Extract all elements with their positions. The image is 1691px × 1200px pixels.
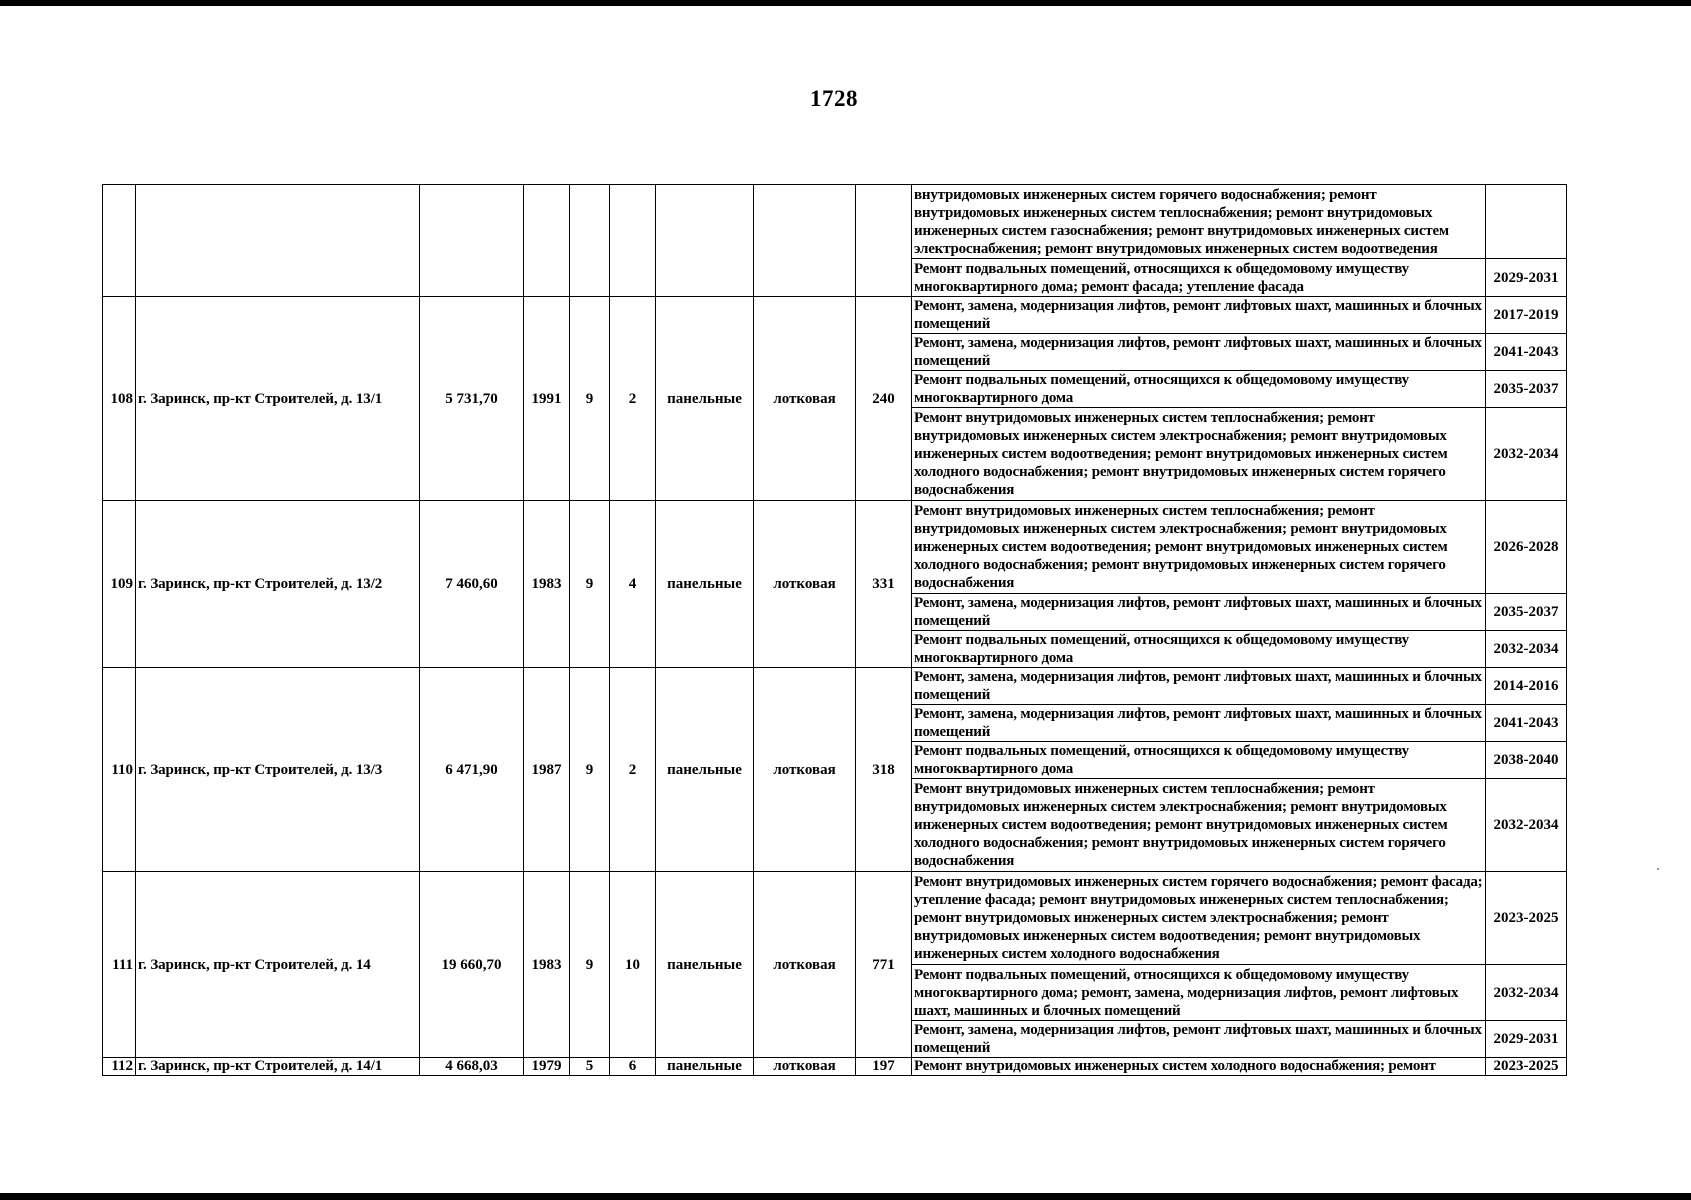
table-row <box>103 668 1567 705</box>
build-year: 1983 <box>524 872 570 1058</box>
roof-type: лотковая <box>754 1058 856 1076</box>
work-period: 2032-2034 <box>1486 631 1567 668</box>
table-row <box>103 872 1567 965</box>
building-address: г. Заринск, пр-кт Строителей, д. 13/2 <box>136 501 420 668</box>
build-year: 1983 <box>524 501 570 668</box>
continuation-address-cell <box>136 185 420 297</box>
wall-material: панельные <box>656 501 754 668</box>
work-description: Ремонт подвальных помещений, относящихся к общедомовому имуществу многоквартирного дома <box>912 631 1486 668</box>
row-number: 110 <box>103 668 136 872</box>
work-description: Ремонт внутридомовых инженерных систем теплоснабжения; ремонт внутридомовых инженерных систем электроснабжения; ремонт внутридомовых инженерных систем водоотведения; ремонт внутридомовых инженерных систем холодного водоснабжения; ремонт внутридомовых инженерных систем горячего водоснабжения <box>912 501 1486 594</box>
bottom-scan-border <box>0 1193 1691 1200</box>
continuation-walls-cell <box>656 185 754 297</box>
work-period: 2026-2028 <box>1486 501 1567 594</box>
roof-type: лотковая <box>754 668 856 872</box>
table-row <box>103 1058 1567 1076</box>
continuation-num-cell <box>103 185 136 297</box>
work-period: 2032-2034 <box>1486 408 1567 501</box>
wall-material: панельные <box>656 297 754 501</box>
work-description: Ремонт, замена, модернизация лифтов, ремонт лифтовых шахт, машинных и блочных помещений <box>912 1021 1486 1058</box>
building-address: г. Заринск, пр-кт Строителей, д. 14/1 <box>136 1058 420 1076</box>
build-year: 1979 <box>524 1058 570 1076</box>
work-period: 2032-2034 <box>1486 965 1567 1021</box>
residents-count: 240 <box>856 297 912 501</box>
continuation-entrances-cell <box>610 185 656 297</box>
page-number: 1728 <box>810 86 858 111</box>
work-period: 2038-2040 <box>1486 742 1567 779</box>
total-area: 19 660,70 <box>420 872 524 1058</box>
residents-count: 318 <box>856 668 912 872</box>
work-period: 2032-2034 <box>1486 779 1567 872</box>
work-description: Ремонт подвальных помещений, относящихся к общедомовому имуществу многоквартирного дома; ремонт, замена, модернизация лифтов, ремонт лифтовых шахт, машинных и блочных помещений <box>912 965 1486 1021</box>
work-description: Ремонт подвальных помещений, относящихся к общедомовому имуществу многоквартирного дома <box>912 371 1486 408</box>
work-period: 2041-2043 <box>1486 334 1567 371</box>
work-period <box>1486 185 1567 259</box>
total-area: 4 668,03 <box>420 1058 524 1076</box>
wall-material: панельные <box>656 872 754 1058</box>
work-period: 2029-2031 <box>1486 259 1567 297</box>
total-area: 7 460,60 <box>420 501 524 668</box>
roof-type: лотковая <box>754 872 856 1058</box>
entrances-count: 2 <box>610 297 656 501</box>
roof-type: лотковая <box>754 501 856 668</box>
roof-type: лотковая <box>754 297 856 501</box>
floors-count: 9 <box>570 501 610 668</box>
work-period: 2041-2043 <box>1486 705 1567 742</box>
work-period: 2023-2025 <box>1486 1058 1567 1076</box>
wall-material: панельные <box>656 668 754 872</box>
work-description: Ремонт внутридомовых инженерных систем холодного водоснабжения; ремонт <box>912 1058 1486 1076</box>
residents-count: 197 <box>856 1058 912 1076</box>
work-period: 2035-2037 <box>1486 594 1567 631</box>
work-description: Ремонт, замена, модернизация лифтов, ремонт лифтовых шахт, машинных и блочных помещений <box>912 594 1486 631</box>
floors-count: 9 <box>570 872 610 1058</box>
work-period: 2035-2037 <box>1486 371 1567 408</box>
continuation-roof-cell <box>754 185 856 297</box>
residents-count: 771 <box>856 872 912 1058</box>
work-description: Ремонт подвальных помещений, относящихся к общедомовому имуществу многоквартирного дома; ремонт фасада; утепление фасада <box>912 259 1486 297</box>
entrances-count: 2 <box>610 668 656 872</box>
table-row <box>103 185 1567 259</box>
continuation-area-cell <box>420 185 524 297</box>
row-number: 109 <box>103 501 136 668</box>
work-description: Ремонт внутридомовых инженерных систем теплоснабжения; ремонт внутридомовых инженерных систем электроснабжения; ремонт внутридомовых инженерных систем водоотведения; ремонт внутридомовых инженерных систем холодного водоснабжения; ремонт внутридомовых инженерных систем горячего водоснабжения <box>912 779 1486 872</box>
scan-speck <box>1657 868 1659 870</box>
work-period: 2017-2019 <box>1486 297 1567 334</box>
top-scan-border <box>0 0 1691 6</box>
row-number: 111 <box>103 872 136 1058</box>
work-period: 2023-2025 <box>1486 872 1567 965</box>
housing-repair-table <box>102 184 1567 1076</box>
work-period: 2029-2031 <box>1486 1021 1567 1058</box>
entrances-count: 4 <box>610 501 656 668</box>
work-description: Ремонт подвальных помещений, относящихся к общедомовому имуществу многоквартирного дома <box>912 742 1486 779</box>
work-description: Ремонт, замена, модернизация лифтов, ремонт лифтовых шахт, машинных и блочных помещений <box>912 297 1486 334</box>
work-description: Ремонт внутридомовых инженерных систем теплоснабжения; ремонт внутридомовых инженерных систем электроснабжения; ремонт внутридомовых инженерных систем водоотведения; ремонт внутридомовых инженерных систем холодного водоснабжения; ремонт внутридомовых инженерных систем горячего водоснабжения <box>912 408 1486 501</box>
table-row <box>103 501 1567 594</box>
entrances-count: 10 <box>610 872 656 1058</box>
continuation-residents-cell <box>856 185 912 297</box>
work-description: Ремонт, замена, модернизация лифтов, ремонт лифтовых шахт, машинных и блочных помещений <box>912 705 1486 742</box>
build-year: 1991 <box>524 297 570 501</box>
wall-material: панельные <box>656 1058 754 1076</box>
building-address: г. Заринск, пр-кт Строителей, д. 14 <box>136 872 420 1058</box>
floors-count: 5 <box>570 1058 610 1076</box>
floors-count: 9 <box>570 668 610 872</box>
residents-count: 331 <box>856 501 912 668</box>
work-description: Ремонт, замена, модернизация лифтов, ремонт лифтовых шахт, машинных и блочных помещений <box>912 668 1486 705</box>
total-area: 6 471,90 <box>420 668 524 872</box>
work-description: Ремонт, замена, модернизация лифтов, ремонт лифтовых шахт, машинных и блочных помещений <box>912 334 1486 371</box>
row-number: 112 <box>103 1058 136 1076</box>
continuation-floors-cell <box>570 185 610 297</box>
row-number: 108 <box>103 297 136 501</box>
entrances-count: 6 <box>610 1058 656 1076</box>
work-period: 2014-2016 <box>1486 668 1567 705</box>
work-description: Ремонт внутридомовых инженерных систем горячего водоснабжения; ремонт фасада; утепление фасада; ремонт внутридомовых инженерных систем теплоснабжения; ремонт внутридомовых инженерных систем электроснабжения; ремонт внутридомовых инженерных систем водоотведения; ремонт внутридомовых инженерных систем холодного водоснабжения <box>912 872 1486 965</box>
table-row <box>103 297 1567 334</box>
building-address: г. Заринск, пр-кт Строителей, д. 13/3 <box>136 668 420 872</box>
build-year: 1987 <box>524 668 570 872</box>
continuation-year-cell <box>524 185 570 297</box>
floors-count: 9 <box>570 297 610 501</box>
building-address: г. Заринск, пр-кт Строителей, д. 13/1 <box>136 297 420 501</box>
work-description: внутридомовых инженерных систем горячего водоснабжения; ремонт внутридомовых инженерных систем теплоснабжения; ремонт внутридомовых инженерных систем газоснабжения; ремонт внутридомовых инженерных систем электроснабжения; ремонт внутридомовых инженерных систем водоотведения <box>912 185 1486 259</box>
total-area: 5 731,70 <box>420 297 524 501</box>
